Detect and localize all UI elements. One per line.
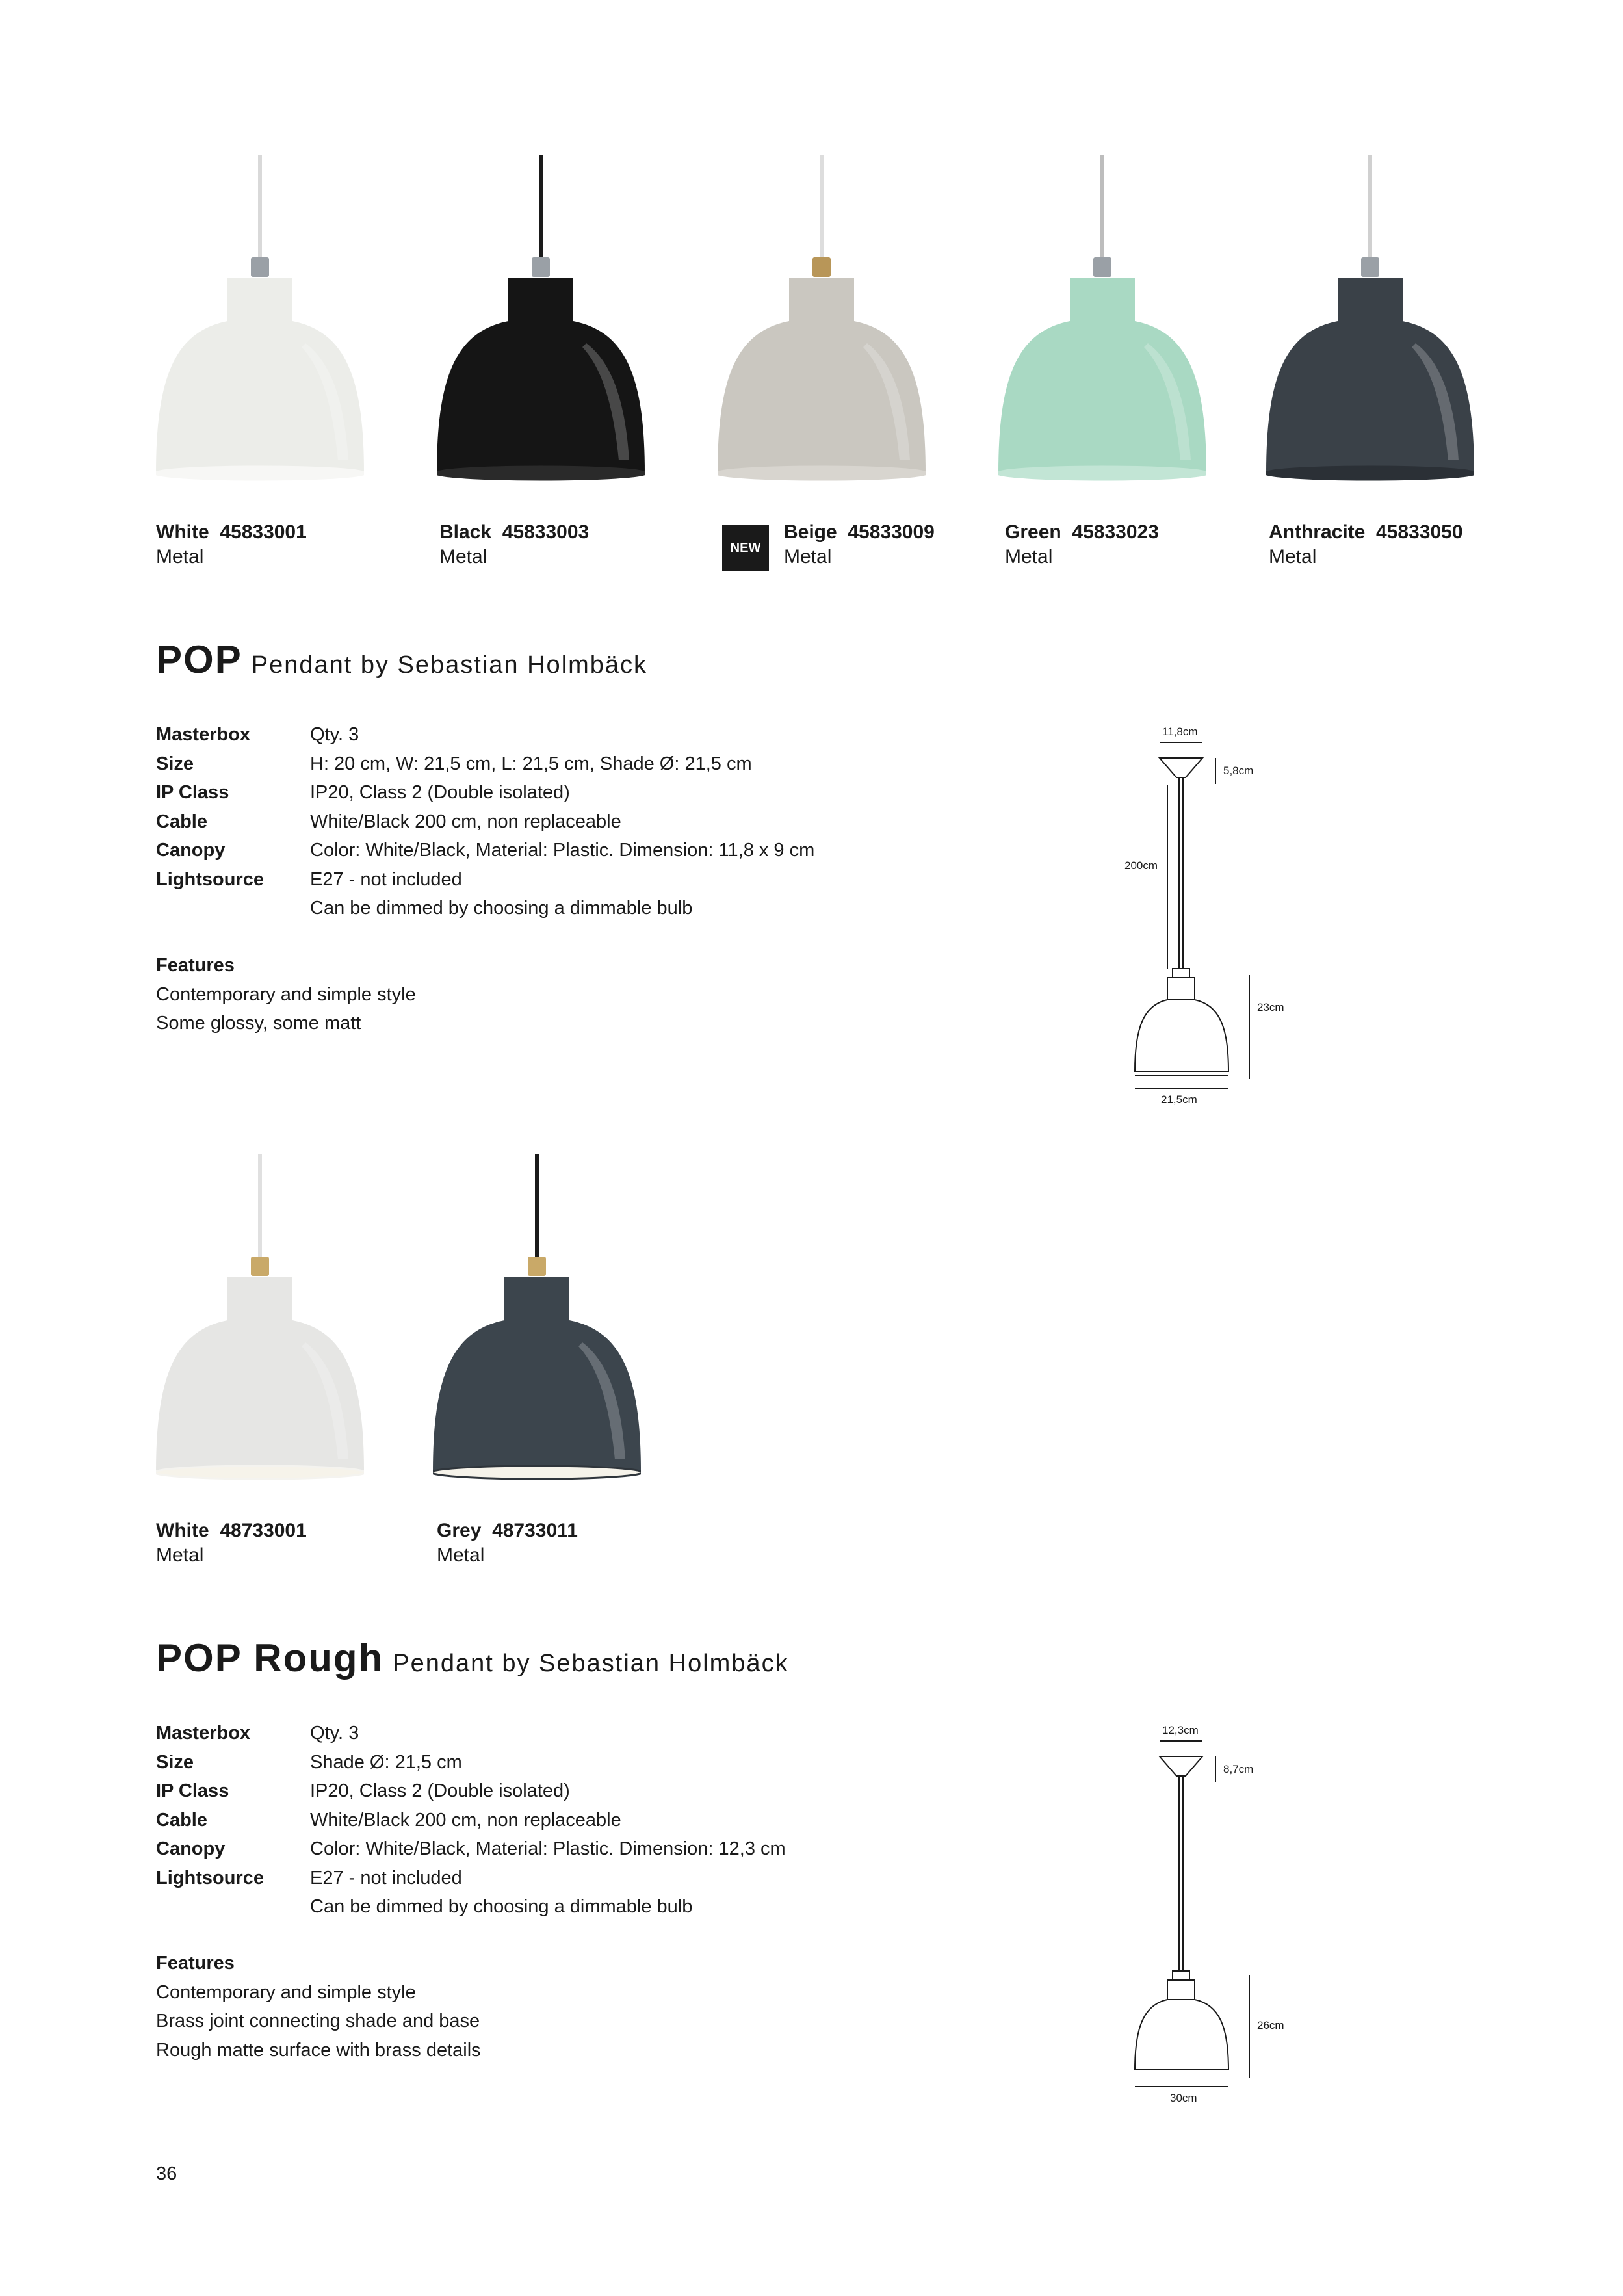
- variant-code: 48733011: [492, 1520, 578, 1541]
- technical-drawing-pop: [1105, 715, 1339, 1118]
- shade-neck: [1338, 278, 1403, 325]
- spec-row: [156, 1806, 786, 1835]
- cord: [1100, 155, 1104, 260]
- dimension-drawing-icon: [1105, 715, 1339, 1118]
- features-pop-rough: [156, 1949, 481, 2065]
- socket: [251, 1257, 269, 1276]
- spec-row: [156, 1719, 786, 1748]
- pendant-lamp-icon: [437, 155, 645, 486]
- spec-row: [156, 865, 814, 894]
- variant-caption-beige: [784, 520, 935, 569]
- features-heading: Features: [156, 955, 235, 976]
- dim-shade-height: 26cm: [1257, 2019, 1284, 2031]
- spec-label: IP Class: [156, 1781, 229, 1801]
- lamp-photo-rough-white: [156, 1154, 364, 1485]
- shade-neck: [789, 278, 854, 325]
- dimension-drawing-icon: [1105, 1714, 1339, 2117]
- spec-value: Can be dimmed by choosing a dimmable bulb: [310, 1896, 693, 1917]
- spec-label: IP Class: [156, 782, 229, 803]
- technical-drawing-pop-rough: [1105, 1714, 1339, 2117]
- variant-material: Metal: [1269, 546, 1317, 567]
- spec-label: Masterbox: [156, 724, 251, 745]
- variant-material: Metal: [156, 1545, 204, 1566]
- dim-shade-height: 23cm: [1257, 1001, 1284, 1013]
- product-subtitle: Pendant by Sebastian Holmbäck: [393, 1650, 789, 1677]
- variant-name: Beige: [784, 521, 837, 543]
- spec-value: Qty. 3: [310, 1723, 359, 1743]
- page-number: 36: [156, 2163, 177, 2184]
- product-name: POP: [156, 638, 242, 681]
- spec-value: White/Black 200 cm, non replaceable: [310, 811, 621, 832]
- spec-label: Size: [156, 753, 194, 774]
- variant-code: 45833009: [848, 521, 935, 543]
- cord: [820, 155, 824, 260]
- dim-canopy-height: 8,7cm: [1223, 1763, 1254, 1775]
- shade-neck: [227, 278, 292, 325]
- shade-neck: [227, 1277, 292, 1324]
- feature-item: Brass joint connecting shade and base: [156, 2011, 480, 2031]
- spec-row: [156, 1748, 786, 1777]
- socket: [251, 257, 269, 277]
- shade-neck: [1070, 278, 1135, 325]
- product-title-pop-rough: [156, 1636, 789, 1680]
- socket: [812, 257, 831, 277]
- spec-label: [156, 894, 310, 923]
- variant-caption-anthracite: [1269, 520, 1463, 569]
- spec-row: [156, 720, 814, 750]
- shade-rim: [718, 467, 926, 480]
- spec-label: Cable: [156, 1809, 207, 1831]
- variant-caption-white: [156, 520, 307, 569]
- pendant-lamp-icon: [1266, 155, 1474, 486]
- spec-row: [156, 778, 814, 807]
- shade-rim: [156, 1466, 364, 1479]
- variant-name: Anthracite: [1269, 521, 1366, 543]
- cord: [258, 1154, 262, 1259]
- spec-label: Canopy: [156, 840, 226, 861]
- shade-rim: [433, 1466, 641, 1479]
- variant-material: Metal: [784, 546, 832, 567]
- spec-label: Cable: [156, 811, 207, 832]
- spec-row: [156, 1892, 786, 1922]
- spec-value: Can be dimmed by choosing a dimmable bulb: [310, 898, 693, 919]
- variant-code: 45833023: [1072, 521, 1159, 543]
- spec-row: [156, 750, 814, 779]
- spec-value: Color: White/Black, Material: Plastic. Dimension: 11,8 x 9 cm: [310, 840, 815, 861]
- spec-value: IP20, Class 2 (Double isolated): [310, 1781, 570, 1801]
- spec-row: [156, 836, 814, 865]
- spec-value: White/Black 200 cm, non replaceable: [310, 1809, 621, 1831]
- features-pop: [156, 951, 416, 1038]
- spec-value: H: 20 cm, W: 21,5 cm, L: 21,5 cm, Shade Ø: 21,5 cm: [310, 753, 752, 774]
- feature-item: Contemporary and simple style: [156, 1981, 416, 2003]
- variant-caption-rough-grey: [437, 1519, 578, 1568]
- spec-table-pop: [156, 720, 814, 923]
- spec-table-pop-rough: [156, 1719, 786, 1922]
- spec-row: [156, 1834, 786, 1864]
- variant-caption-green: [1005, 520, 1159, 569]
- feature-item: Rough matte surface with brass details: [156, 2039, 481, 2061]
- product-subtitle: Pendant by Sebastian Holmbäck: [251, 651, 648, 679]
- variant-name: White: [156, 521, 209, 543]
- spec-row: [156, 894, 814, 923]
- socket: [528, 1257, 546, 1276]
- variant-material: Metal: [437, 1545, 485, 1566]
- lamp-photo-white: [156, 155, 364, 486]
- spec-value: Shade Ø: 21,5 cm: [310, 1751, 462, 1773]
- dim-cable-length: 200cm: [1124, 859, 1158, 872]
- pendant-lamp-icon: [156, 1154, 364, 1485]
- feature-item: Contemporary and simple style: [156, 984, 416, 1005]
- lamp-photo-beige: [718, 155, 926, 486]
- variant-name: Black: [439, 521, 492, 543]
- feature-item: Some glossy, some matt: [156, 1013, 361, 1034]
- spec-row: [156, 807, 814, 837]
- socket: [532, 257, 550, 277]
- lamp-photo-anthracite: [1266, 155, 1474, 486]
- shade-rim: [998, 467, 1206, 480]
- pendant-lamp-icon: [718, 155, 926, 486]
- variant-name: Grey: [437, 1520, 482, 1541]
- spec-value: Qty. 3: [310, 724, 359, 745]
- variant-material: Metal: [156, 546, 204, 567]
- lamp-photo-rough-grey: [433, 1154, 641, 1485]
- dim-shade-width: 21,5cm: [1161, 1093, 1197, 1106]
- variant-code: 45833003: [502, 521, 590, 543]
- new-badge: NEW: [722, 525, 769, 571]
- spec-row: [156, 1777, 786, 1806]
- spec-label: Size: [156, 1751, 194, 1773]
- socket: [1361, 257, 1379, 277]
- spec-value: E27 - not included: [310, 868, 462, 890]
- variant-material: Metal: [1005, 546, 1053, 567]
- variant-caption-rough-white: [156, 1519, 307, 1568]
- spec-label: Lightsource: [156, 868, 264, 890]
- variant-code: 48733001: [220, 1520, 307, 1541]
- shade-neck: [508, 278, 573, 325]
- cord: [258, 155, 262, 260]
- spec-label: Canopy: [156, 1838, 226, 1859]
- variant-name: White: [156, 1520, 209, 1541]
- dim-canopy-width: 12,3cm: [1162, 1724, 1199, 1736]
- spec-label: Lightsource: [156, 1867, 264, 1888]
- spec-label: [156, 1892, 310, 1922]
- product-title-pop: [156, 637, 647, 682]
- variant-material: Metal: [439, 546, 487, 567]
- variant-code: 45833001: [220, 521, 307, 543]
- pendant-lamp-icon: [156, 155, 364, 486]
- dim-canopy-width: 11,8cm: [1162, 725, 1198, 738]
- spec-label: Masterbox: [156, 1723, 251, 1743]
- variant-code: 45833050: [1376, 521, 1463, 543]
- pendant-lamp-icon: [433, 1154, 641, 1485]
- pendant-lamp-icon: [998, 155, 1206, 486]
- shade-rim: [437, 467, 645, 480]
- shade-rim: [156, 467, 364, 480]
- spec-value: IP20, Class 2 (Double isolated): [310, 782, 570, 803]
- socket: [1093, 257, 1111, 277]
- variant-name: Green: [1005, 521, 1061, 543]
- variant-caption-black: [439, 520, 589, 569]
- cord: [1368, 155, 1372, 260]
- product-name: POP Rough: [156, 1636, 384, 1680]
- lamp-photo-green: [998, 155, 1206, 486]
- spec-value: E27 - not included: [310, 1867, 462, 1888]
- spec-value: Color: White/Black, Material: Plastic. Dimension: 12,3 cm: [310, 1838, 786, 1859]
- dim-canopy-height: 5,8cm: [1223, 764, 1254, 777]
- shade-rim: [1266, 467, 1474, 480]
- spec-row: [156, 1864, 786, 1893]
- features-heading: Features: [156, 1953, 235, 1974]
- cord: [539, 155, 543, 260]
- cord: [535, 1154, 539, 1259]
- lamp-photo-black: [437, 155, 645, 486]
- shade-neck: [504, 1277, 569, 1324]
- dim-shade-width: 30cm: [1170, 2092, 1197, 2104]
